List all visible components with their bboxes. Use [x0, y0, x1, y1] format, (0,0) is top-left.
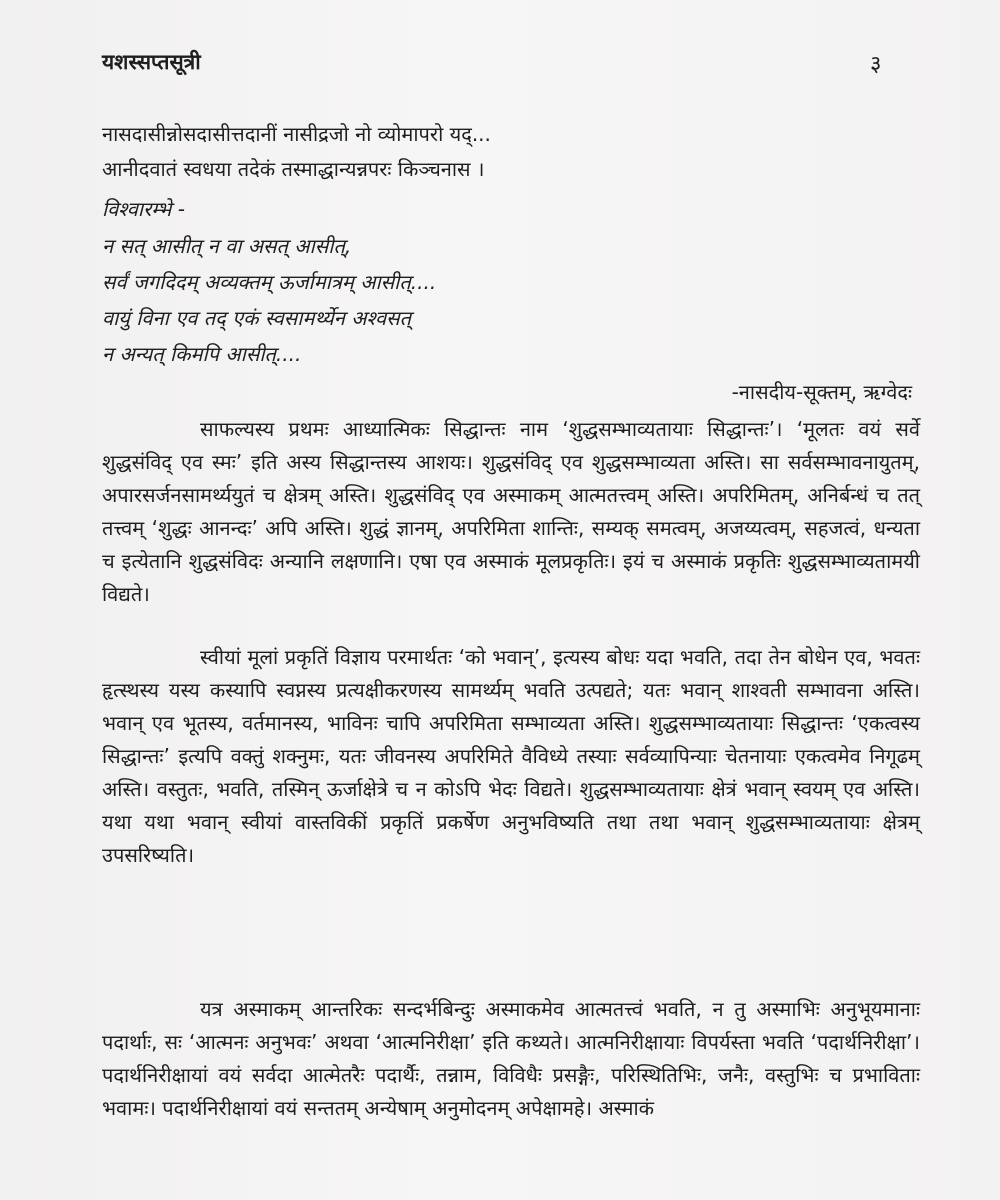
body-paragraph: स्वीयां मूलां प्रकृतिं विज्ञाय परमार्थतः ‘को भवान्’, इत्यस्य बोधः यदा भवति, तदा तेन बोधेन एव, भवतः हृत्स्थस्य यस्य कस्यापि स्वप्नस्य प्रत्यक्षीकरणस्य सामर्थ्यम् भवति उत्पद्यते; यतः भवान् शाश्वती सम्भावना अस्ति। भवान् एव भूतस्य, वर्तमानस्य, भाविनः चापि अपरिमिता सम्भाव्यता अस्ति। शुद्धसम्भाव्यतायाः सिद्धान्तः ‘एकत्वस्य सिद्धान्तः’ इत्यपि वक्तुं शक्नुमः, यतः जीवनस्य अपरिमिते वैविध्ये तस्याः सर्वव्यापिन्याः चेतनायाः एकत्वमेव निगूढम् अस्ति। वस्तुतः, भवति, तस्मिन् ऊर्जाक्षेत्रे च न कोऽपि भेदः विद्यते। शुद्धसम्भाव्यतायाः क्षेत्रं भवान् स्वयम् एव अस्ति। यथा यथा भवान् स्वीयां वास्तविकीं प्रकृतिं प्रकर्षेण अनुभविष्यति तथा तथा भवान् शुद्धसम्भाव्यतायाः क्षेत्रम् उपसरिष्यति।: [102, 645, 920, 867]
verse-line: न अन्यत् किमपि आसीत्....: [102, 342, 302, 366]
verse-line: सर्वं जगदिदम् अव्यक्तम् ऊर्जामात्रम् आसीत्....: [102, 270, 437, 294]
verse-heading: विश्वारम्भे -: [102, 197, 185, 221]
body-paragraph: यत्र अस्माकम् आन्तरिकः सन्दर्भबिन्दुः अस्माकमेव आत्मतत्त्वं भवति, न तु अस्माभिः अनुभूयमानाः पदार्थाः, सः ‘आत्मनः अनुभवः’ अथवा ‘आत्मनिरीक्षा’ इति कथ्यते। आत्मनिरीक्षायाः विपर्यस्ता भवति ‘पदार्थनिरीक्षा’। पदार्थनिरीक्षायां वयं सर्वदा आत्मेतरैः पदार्थैः, तन्नाम, विविधैः प्रसङ्गैः, परिस्थितिभिः, जनैः, वस्तुभिः च प्रभाविताः भवामः। पदार्थनिरीक्षायां वयं सन्ततम् अन्येषाम् अनुमोदनम् अपेक्षामहे। अस्माकं: [102, 997, 920, 1120]
verse-line: वायुं विना एव तद् एकं स्वसामर्थ्येन अश्वसत्: [102, 306, 412, 330]
page-number: ३: [870, 52, 882, 77]
verse-line: नासदासीन्नोसदासीत्तदानीं नासीद्रजो नो व्योमापरो यद्...: [102, 122, 491, 146]
verse-attribution: -नासदीय-सूक्तम्, ऋग्वेदः: [731, 380, 912, 404]
verse-line: आनीदवातं स्वधया तदेकं तस्माद्धान्यन्नपरः किञ्चनास ।: [102, 157, 485, 181]
body-paragraph: साफल्यस्य प्रथमः आध्यात्मिकः सिद्धान्तः नाम ‘शुद्धसम्भाव्यतायाः सिद्धान्तः’। ‘मूलतः वयं सर्वे शुद्धसंविद् एव स्मः’ इति अस्य सिद्धान्तस्य आशयः। शुद्धसंविद् एव शुद्धसम्भाव्यता अस्ति। सा सर्वसम्भावनायुतम्, अपारसर्जनसामर्थ्ययुतं च क्षेत्रम् अस्ति। शुद्धसंविद् एव अस्माकम् आत्मतत्त्वम् अस्ति। अपरिमितम्, अनिर्बन्धं च तत् तत्त्वम् ‘शुद्धः आनन्दः’ अपि अस्ति। शुद्धं ज्ञानम्, अपरिमिता शान्तिः, सम्यक् समत्वम्, अजय्यत्वम्, सहजत्वं, धन्यता च इत्येतानि शुद्धसंविदः अन्यानि लक्षणानि। एषा एव अस्माकं मूलप्रकृतिः। इयं च अस्माकं प्रकृतिः शुद्धसम्भाव्यतामयी विद्यते।: [102, 417, 920, 606]
running-header-title: यशस्सप्तसूत्री: [102, 50, 201, 74]
verse-line: न सत् आसीत् न वा असत् आसीत्,: [102, 234, 352, 258]
